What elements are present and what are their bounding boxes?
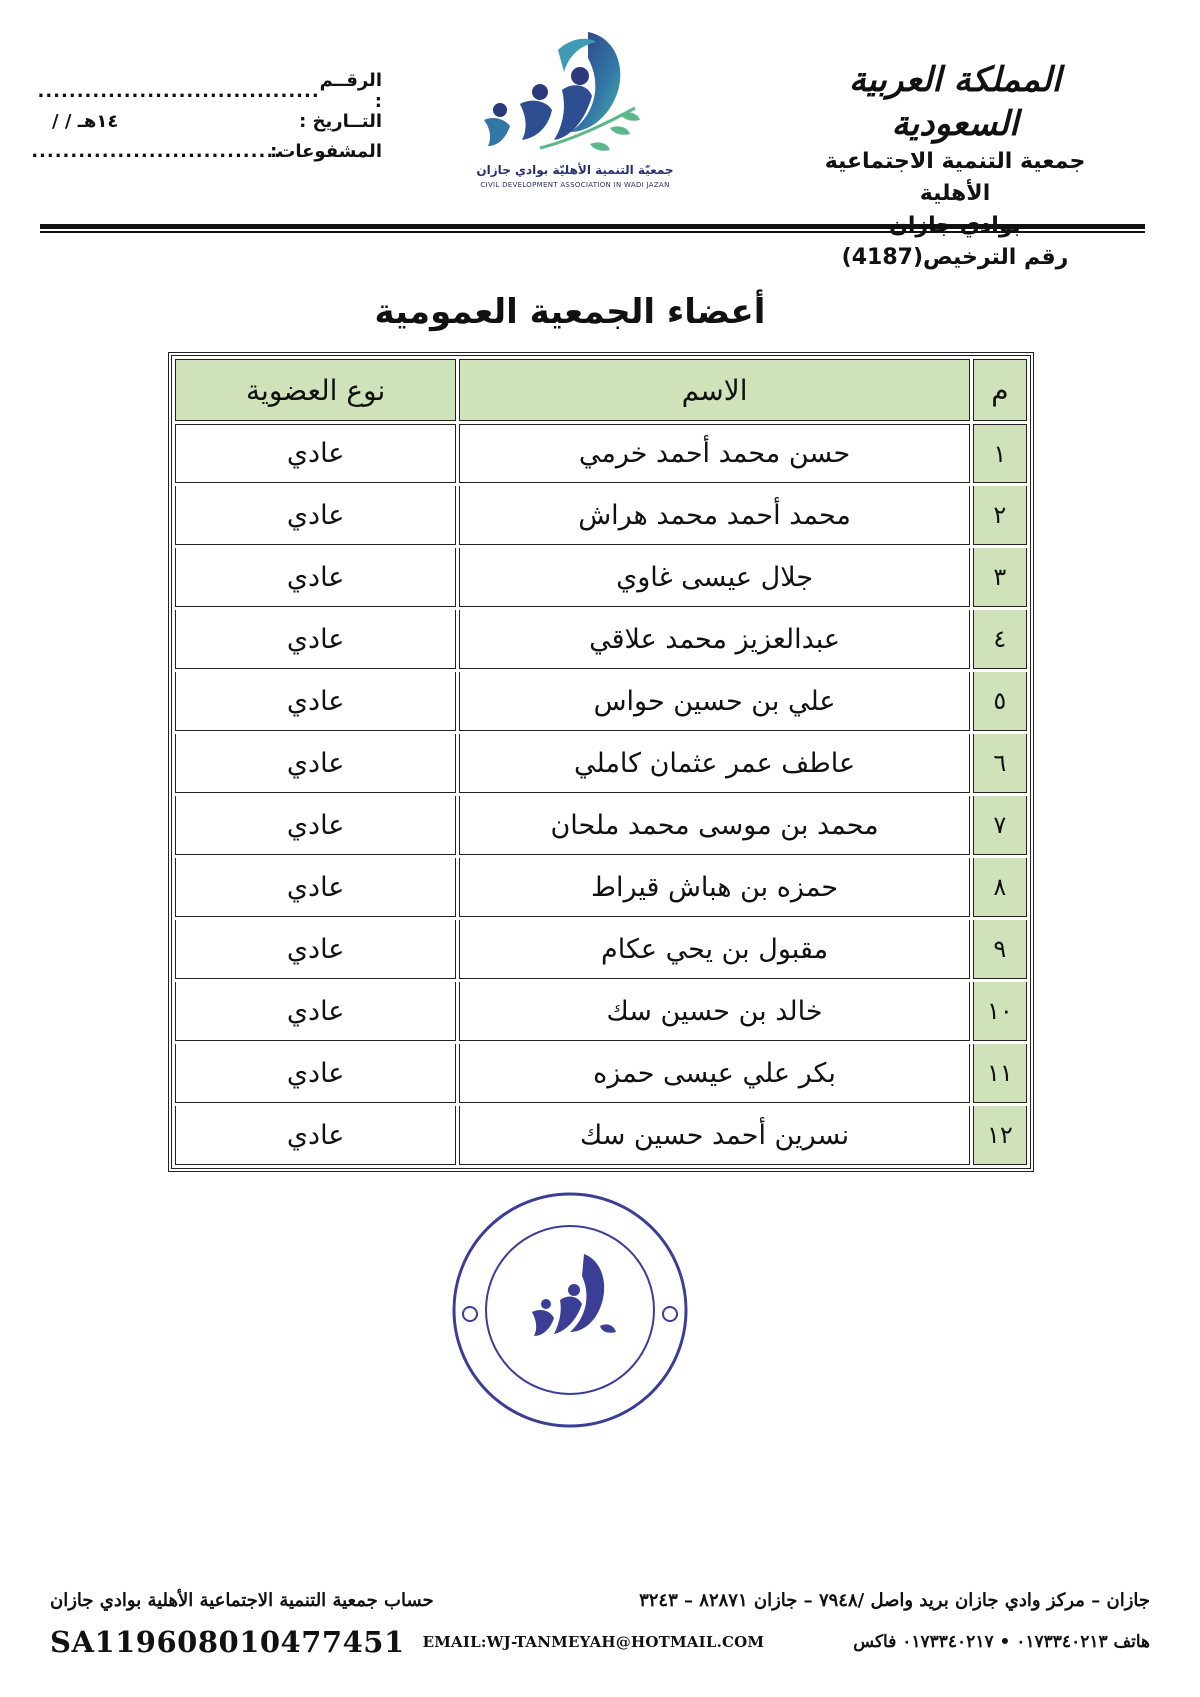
footer-phone-fax: هاتف ٠١٧٣٣٤٠٢١٣ • ٠١٧٣٣٤٠٢١٧ فاكس <box>853 1632 1150 1652</box>
membership-type: عادي <box>175 982 456 1041</box>
table-header-row <box>175 359 1027 421</box>
header-divider <box>40 224 1145 229</box>
date-label: التــاريخ : <box>299 110 382 132</box>
member-name: عبدالعزيز محمد علاقي <box>459 610 969 669</box>
row-number: ٢ <box>973 486 1027 545</box>
reference-label: الرقــم : <box>319 70 382 112</box>
membership-type: عادي <box>175 486 456 545</box>
reference-fields <box>31 70 382 166</box>
row-number: ٦ <box>973 734 1027 793</box>
row-number: ٥ <box>973 672 1027 731</box>
row-number: ٣ <box>973 548 1027 607</box>
membership-type: عادي <box>175 672 456 731</box>
footer-line-2 <box>50 1622 1150 1662</box>
member-name: حمزه بن هباش قيراط <box>459 858 969 917</box>
footer-iban: SA119608010477451 <box>50 1625 405 1659</box>
membership-type: عادي <box>175 796 456 855</box>
row-number: ١٢ <box>973 1106 1027 1165</box>
table-row <box>175 610 1027 669</box>
table-row <box>175 982 1027 1041</box>
table-row <box>175 548 1027 607</box>
footer-contact <box>50 1625 764 1659</box>
table-row <box>175 858 1027 917</box>
date-value: / / ١٤هـ <box>52 110 119 132</box>
table-row <box>175 796 1027 855</box>
row-number: ٤ <box>973 610 1027 669</box>
member-name: محمد بن موسى محمد ملحان <box>459 796 969 855</box>
footer-line-1 <box>50 1585 1150 1615</box>
reference-row <box>37 70 382 112</box>
table-row <box>175 734 1027 793</box>
membership-type: عادي <box>175 610 456 669</box>
attachments-row <box>31 136 382 166</box>
member-name: محمد أحمد محمد هراش <box>459 486 969 545</box>
footer-account: حساب جمعية التنمية الاجتماعية الأهلية بوادي جازان <box>50 1589 434 1611</box>
table-row <box>175 424 1027 483</box>
association-seal <box>450 1190 690 1430</box>
association-logo <box>470 28 680 198</box>
table-row <box>175 920 1027 979</box>
membership-type: عادي <box>175 1106 456 1165</box>
column-header-name: الاسم <box>459 359 969 421</box>
kingdom-title: المملكة العربية السعودية <box>848 60 1062 144</box>
membership-type: عادي <box>175 424 456 483</box>
member-name: جلال عيسى غاوي <box>459 548 969 607</box>
row-number: ١١ <box>973 1044 1027 1103</box>
reference-value: .................................... <box>37 80 320 102</box>
logo-text-english: CIVIL DEVELOPMENT ASSOCIATION IN WADI JAZAN <box>480 181 670 189</box>
column-header-membership: نوع العضوية <box>175 359 456 421</box>
column-header-number: م <box>973 359 1027 421</box>
membership-type: عادي <box>175 858 456 917</box>
membership-type: عادي <box>175 734 456 793</box>
attachments-value: ................................ <box>31 140 282 162</box>
logo-text-arabic: جمعيّة التنمية الأهليّة بوادي جازان <box>476 163 674 177</box>
seal-stamp-icon <box>450 1190 690 1430</box>
org-name: جمعية التنمية الاجتماعية الأهلية <box>824 149 1086 206</box>
org-header <box>805 58 1105 274</box>
row-number: ٨ <box>973 858 1027 917</box>
membership-type: عادي <box>175 920 456 979</box>
footer-email: EMAIL:WJ-TANMEYAH@HOTMAIL.COM <box>422 1633 765 1651</box>
table-row <box>175 1044 1027 1103</box>
row-number: ١٠ <box>973 982 1027 1041</box>
row-number: ١ <box>973 424 1027 483</box>
members-table <box>168 352 1034 1172</box>
member-name: مقبول بن يحي عكام <box>459 920 969 979</box>
member-name: علي بن حسين حواس <box>459 672 969 731</box>
header-divider-thin <box>40 231 1145 233</box>
member-name: حسن محمد أحمد خرمي <box>459 424 969 483</box>
membership-type: عادي <box>175 548 456 607</box>
member-name: بكر علي عيسى حمزه <box>459 1044 969 1103</box>
attachments-label: المشفوعات: <box>270 140 382 162</box>
license-number: رقم الترخيص(4187) <box>841 245 1069 270</box>
row-number: ٩ <box>973 920 1027 979</box>
table-row <box>175 672 1027 731</box>
logo-figures-icon <box>470 28 680 163</box>
member-name: خالد بن حسين سك <box>459 982 969 1041</box>
row-number: ٧ <box>973 796 1027 855</box>
membership-type: عادي <box>175 1044 456 1103</box>
table-row <box>175 486 1027 545</box>
date-row <box>52 106 382 136</box>
table-row <box>175 1106 1027 1165</box>
page-title: أعضاء الجمعية العمومية <box>374 292 766 332</box>
member-name: عاطف عمر عثمان كاملي <box>459 734 969 793</box>
footer-address: جازان – مركز وادي جازان بريد واصل /٧٩٤٨ – جازان ٨٢٨٧١ – ٣٢٤٣ <box>639 1589 1150 1611</box>
member-name: نسرين أحمد حسين سك <box>459 1106 969 1165</box>
